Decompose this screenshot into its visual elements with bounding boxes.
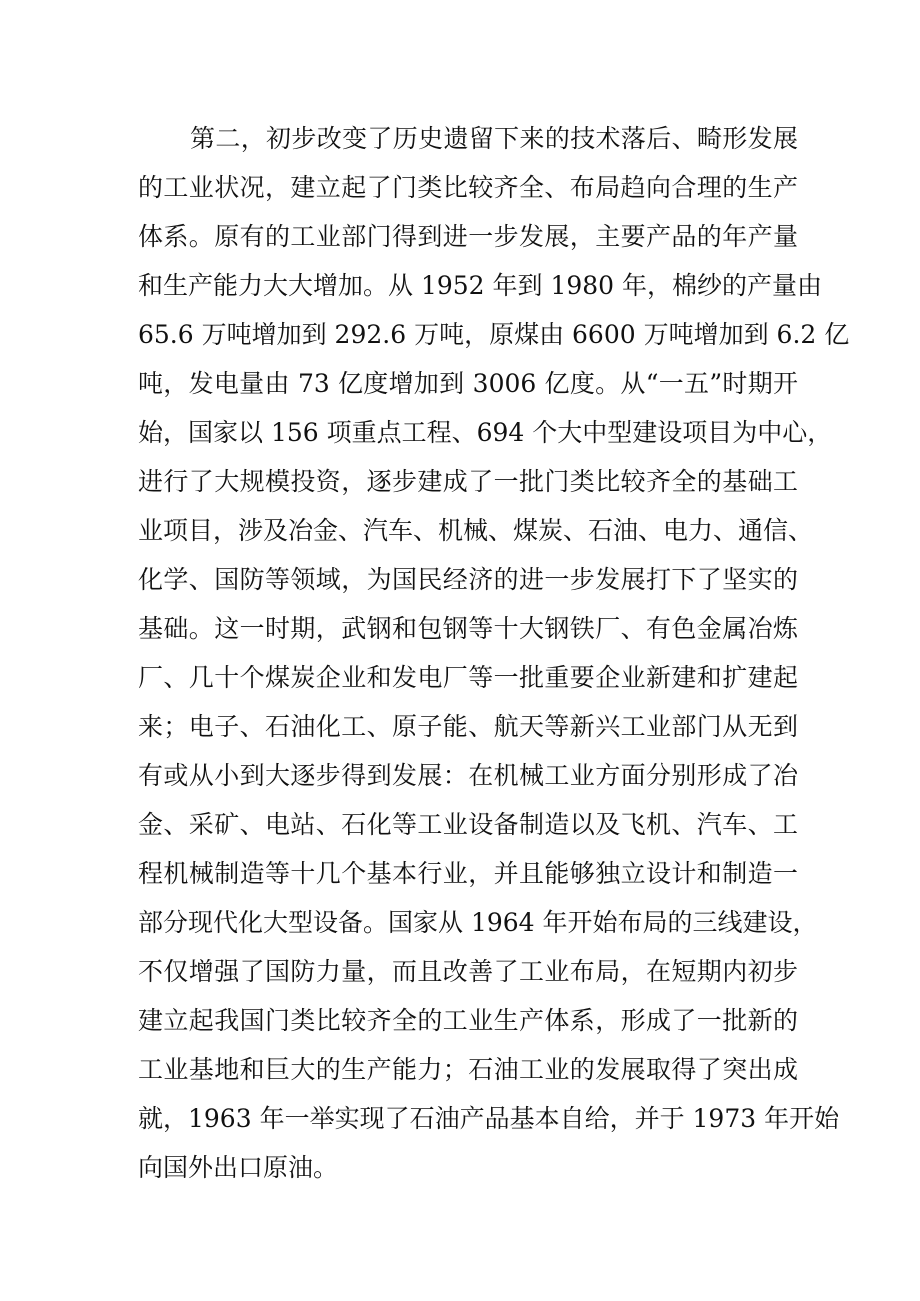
paragraph-line: 建立起我国门类比较齐全的工业生产体系，形成了一批新的: [138, 1006, 798, 1035]
paragraph-line: 有或从小到大逐步得到发展：在机械工业方面分别形成了冶: [138, 761, 798, 790]
body-paragraph: [138, 114, 850, 1192]
paragraph-line: 的工业状况，建立起了门类比较齐全、布局趋向合理的生产: [138, 173, 798, 202]
paragraph-line: 工业基地和巨大的生产能力；石油工业的发展取得了突出成: [138, 1055, 798, 1084]
paragraph-line: 化学、国防等领域，为国民经济的进一步发展打下了坚实的: [138, 565, 798, 594]
paragraph-line: 业项目，涉及冶金、汽车、机械、煤炭、石油、电力、通信、: [138, 516, 814, 545]
paragraph-line: 体系。原有的工业部门得到进一步发展，主要产品的年产量: [138, 222, 798, 251]
paragraph-line: 部分现代化大型设备。国家从 1964 年开始布局的三线建设，: [138, 908, 818, 937]
paragraph-line: 吨，发电量由 73 亿度增加到 3006 亿度。从“一五”时期开: [138, 369, 798, 398]
paragraph-line: 金、采矿、电站、石化等工业设备制造以及飞机、汽车、工: [138, 810, 798, 839]
paragraph-line: 程机械制造等十几个基本行业，并且能够独立设计和制造一: [138, 859, 798, 888]
paragraph-line: 不仅增强了国防力量，而且改善了工业布局，在短期内初步: [138, 957, 798, 986]
paragraph-line: 65.6 万吨增加到 292.6 万吨，原煤由 6600 万吨增加到 6.2 亿: [138, 320, 850, 349]
paragraph-line: 始，国家以 156 项重点工程、694 个大中型建设项目为中心，: [138, 418, 833, 447]
paragraph-line: 和生产能力大大增加。从 1952 年到 1980 年，棉纱的产量由: [138, 271, 823, 300]
paragraph-line: 来；电子、石油化工、原子能、航天等新兴工业部门从无到: [138, 712, 798, 741]
paragraph-line: 第二，初步改变了历史遗留下来的技术落后、畸形发展: [190, 124, 798, 153]
paragraph-line: 就，1963 年一举实现了石油产品基本自给，并于 1973 年开始: [138, 1104, 840, 1133]
paragraph-line: 向国外出口原油。: [138, 1153, 339, 1182]
paragraph-line: 进行了大规模投资，逐步建成了一批门类比较齐全的基础工: [138, 467, 798, 496]
paragraph-line: 基础。这一时期，武钢和包钢等十大钢铁厂、有色金属冶炼: [138, 614, 798, 643]
paragraph-line: 厂、几十个煤炭企业和发电厂等一批重要企业新建和扩建起: [138, 663, 798, 692]
